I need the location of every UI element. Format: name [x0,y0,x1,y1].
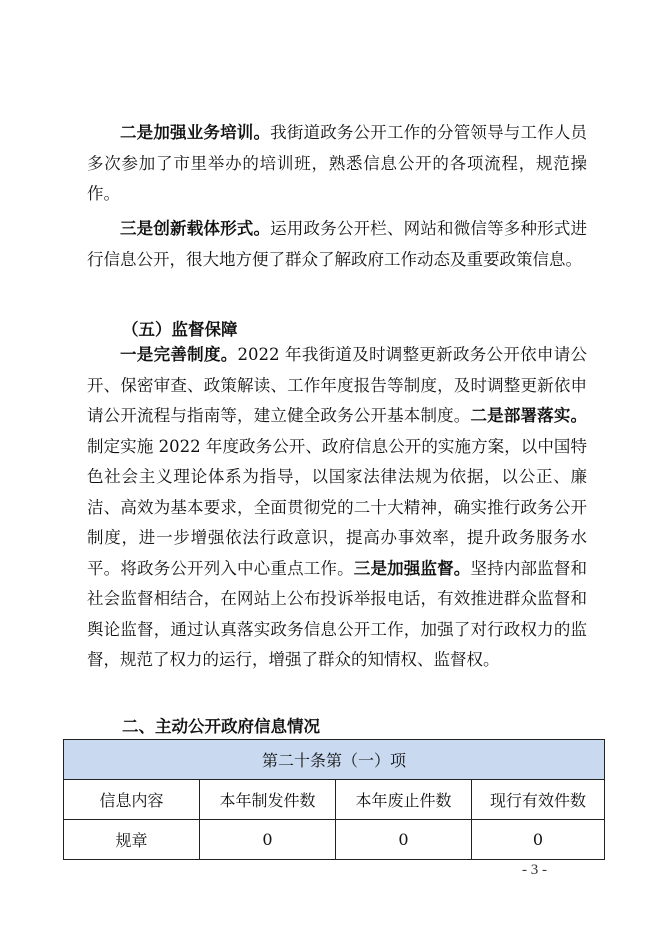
table-title: 第二十条第（一）项 [64,740,605,780]
supervision-lead-2: 二是部署落实。 [470,406,588,425]
table-title-row [64,740,605,780]
info-table [63,739,605,860]
paragraph-supervision [87,340,587,676]
column-header: 本年制发件数 [200,780,336,820]
supervision-body-3: 坚持内部监督和社会监督相结合，在网站上公布投诉举报电话，有效推进群众监督和舆论监督，通过认真落实政务信息公开工作，加强了对行政权力的监督，规范了权力的运行，增强了群众的知情权、监督权。 [87,558,588,669]
column-header: 信息内容 [64,780,200,820]
subheading-supervision: （五）监督保障 [122,320,238,339]
supervision-body-1: 2022 年我街道及时调整更新政务公开依申请公开、保密审查、政策解读、工作年度报告等制度，及时调整更新依申请公开流程与指南等，建立健全政务公开基本制度。 [87,345,587,425]
table-cell: 规章 [64,820,200,860]
table-cell: 0 [472,820,605,860]
paragraph-training-body: 我街道政务公开工作的分管领导与工作人员多次参加了市里举办的培训班，熟悉信息公开的各项流程，规范操作。 [87,123,588,203]
column-header: 现行有效件数 [472,780,605,820]
table-header-row [64,780,605,820]
paragraph-training-lead: 二是加强业务培训。 [120,123,271,142]
section-heading: 二、主动公开政府信息情况 [122,717,320,736]
supervision-lead-3: 三是加强监督。 [353,558,471,578]
paragraph-carrier-body: 运用政务公开栏、网站和微信等多种形式进行信息公开，很大地方便了群众了解政府工作动态及重要政策信息。 [87,219,588,269]
paragraph-carrier [87,214,587,275]
table-row [64,820,605,860]
supervision-body-2: 制定实施 2022 年度政务公开、政府信息公开的实施方案，以中国特色社会主义理论体系为指导，以国家法律法规为依据，以公正、廉洁、高效为基本要求，全面贯彻党的二十大精神，确实推行政务公开制度，进一步增强依法行政意识，提高办事效率，提升政务服务水平。将政务公开列入中心重点工作。 [87,436,587,578]
table-cell: 0 [200,820,336,860]
table-cell: 0 [336,820,472,860]
paragraph-carrier-lead: 三是创新载体形式。 [120,219,271,238]
paragraph-training [87,118,587,210]
column-header: 本年废止件数 [336,780,472,820]
page-number: - 3 - [522,862,547,878]
supervision-lead-1: 一是完善制度。 [120,345,238,364]
